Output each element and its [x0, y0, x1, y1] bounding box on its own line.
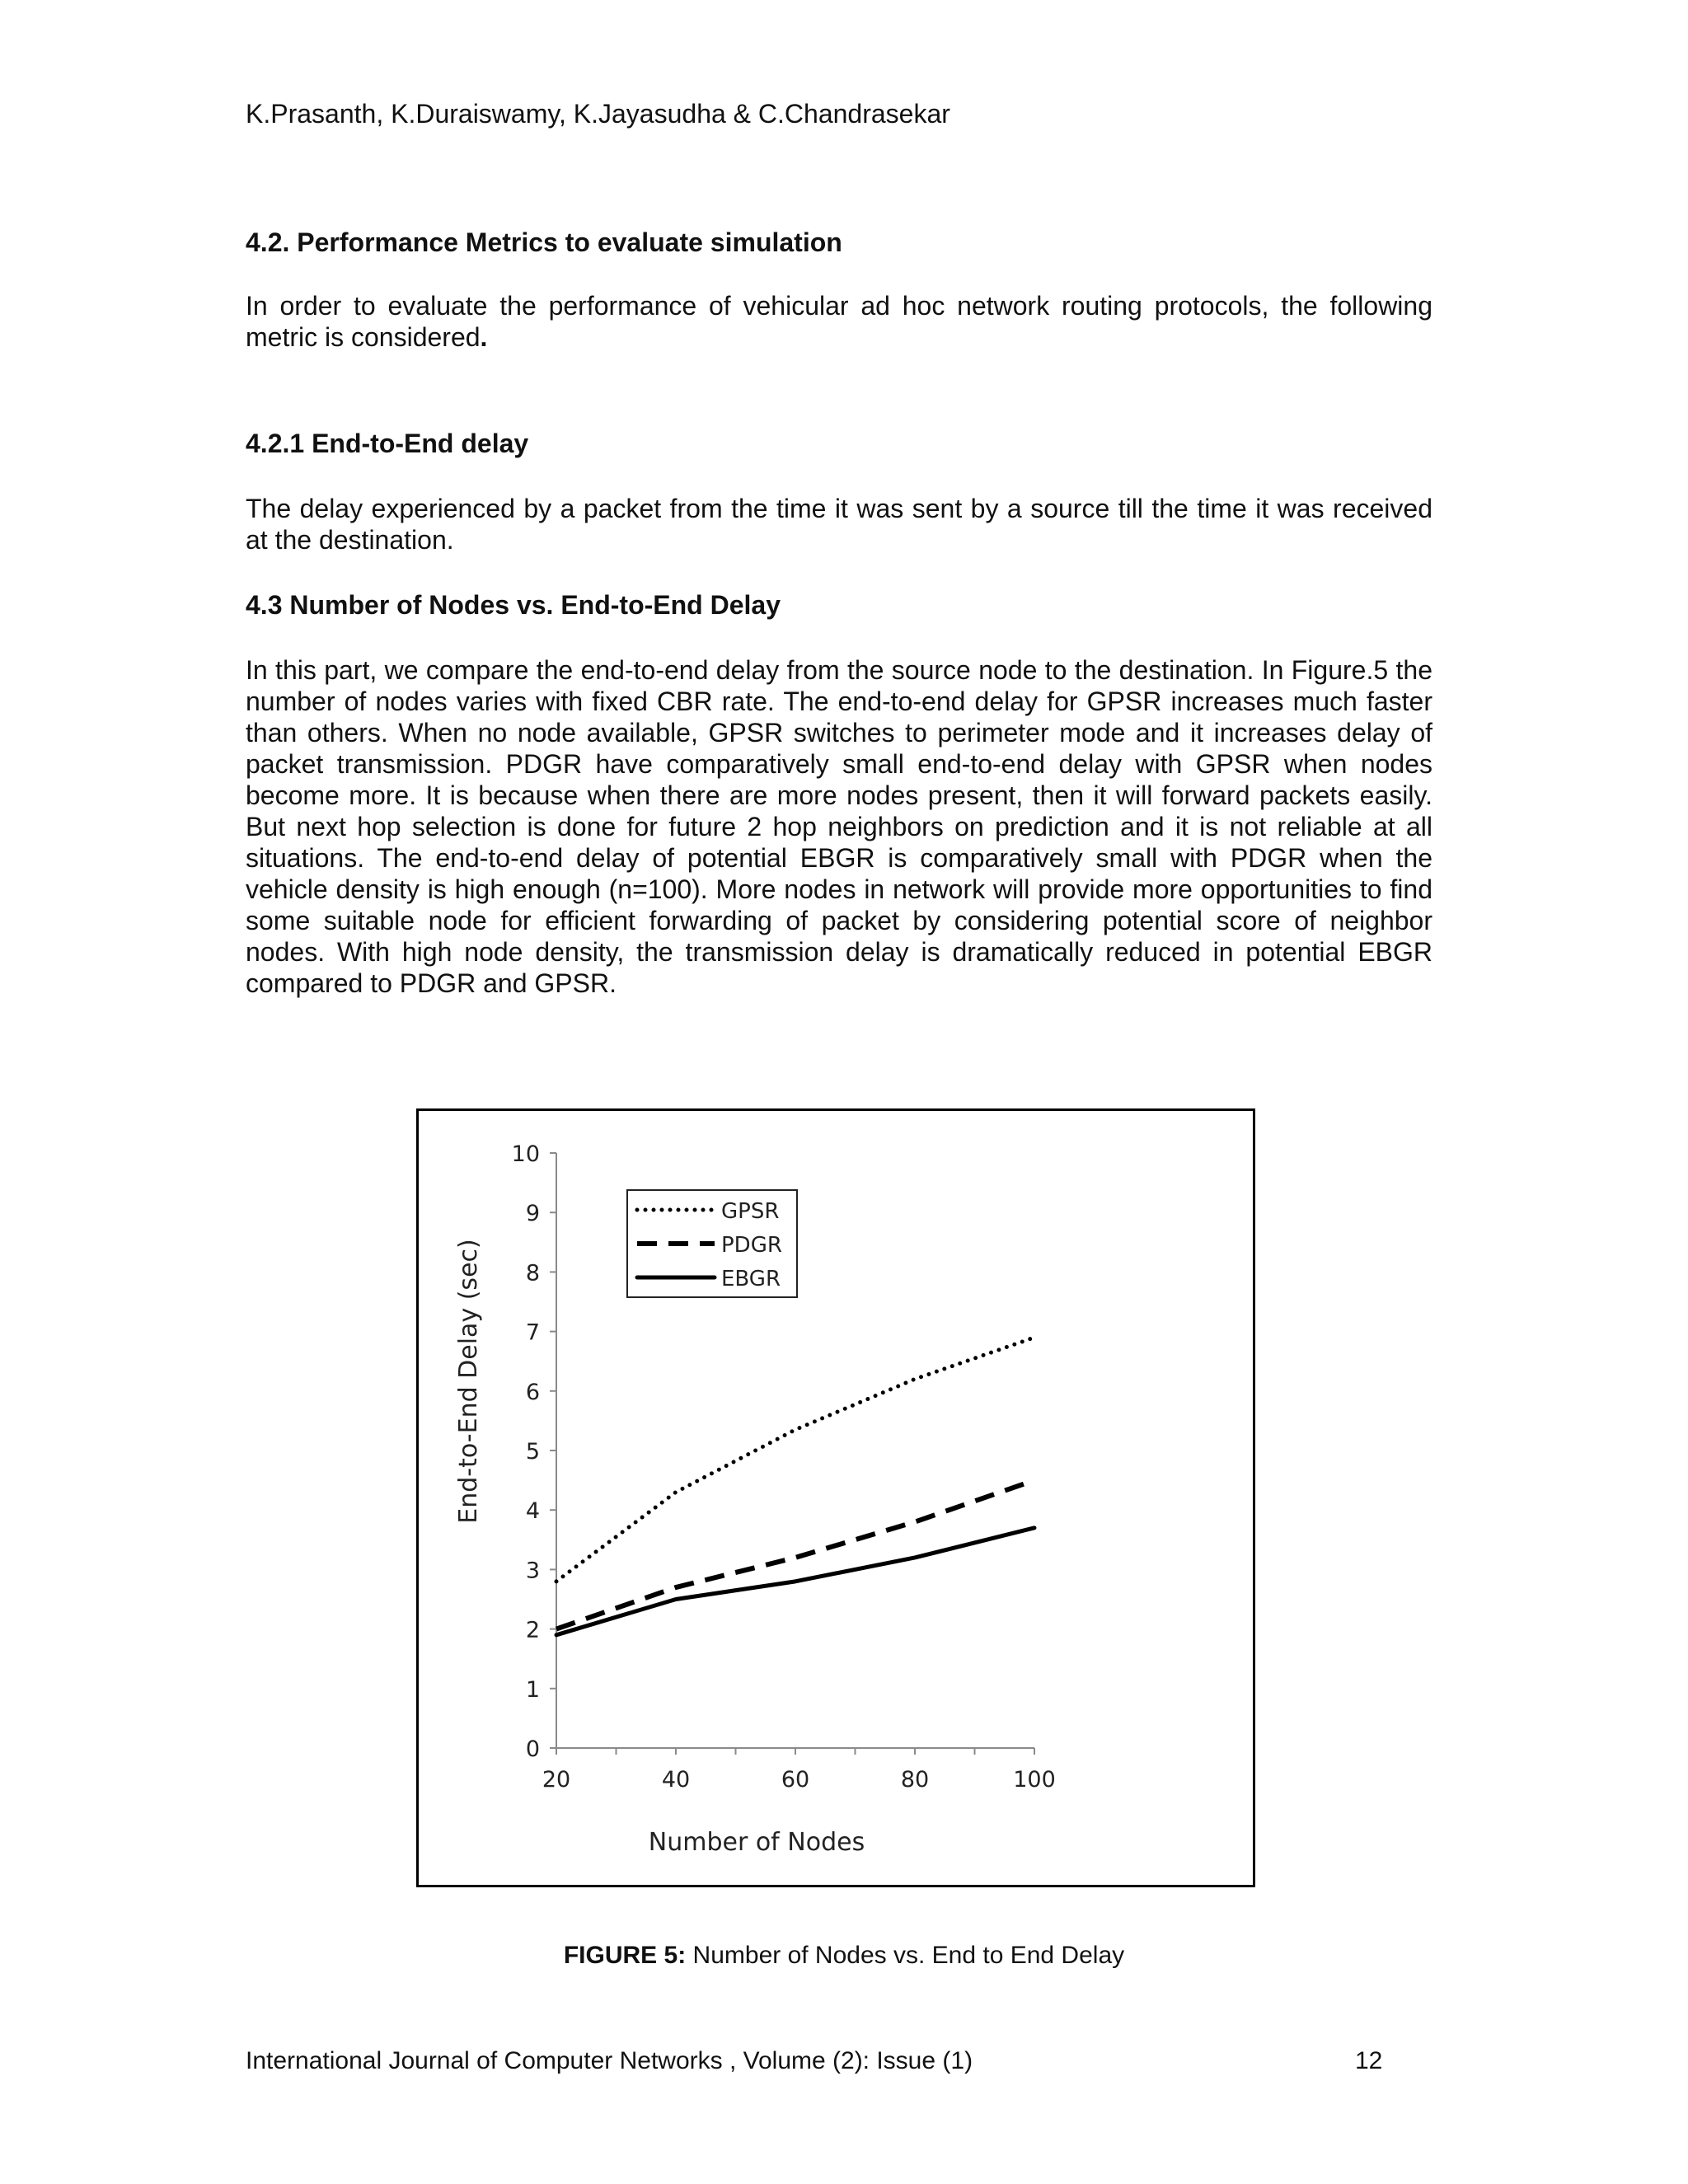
y-tick-label: 10 — [511, 1141, 540, 1167]
legend-label-gpsr: GPSR — [721, 1199, 780, 1224]
section-4-3-paragraph: In this part, we compare the end-to-end delay from the source node to the destination. In Figure.5 the number of nodes varies with fixed CBR rate. The end-to-end delay for GPSR increases much faster than others. When no node available, GPSR switches to perimeter mode and it increases delay of packet transmission. PDGR have comparatively small end-to-end delay with GPSR when nodes become more. It is because when there are more nodes present, then it will forward packets easily. But next hop selection is done for future 2 hop neighbors on prediction and it is not reliable at all situations. The end-to-end delay of potential EBGR is comparatively small with PDGR when the vehicle density is high enough (n=100). More nodes in network will provide more opportunities to find some suitable node for efficient forwarding of packet by considering potential score of neighbor nodes. With high node density, the transmission delay is dramatically reduced in potential EBGR compared to PDGR and GPSR. — [246, 655, 1432, 998]
series-line-pdgr — [556, 1480, 1034, 1629]
x-axis-label: Number of Nodes — [648, 1828, 865, 1857]
y-axis-label: End-to-End Delay (sec) — [454, 1239, 483, 1524]
legend-label-pdgr: PDGR — [721, 1233, 782, 1258]
y-tick-label: 9 — [525, 1201, 540, 1227]
y-tick-label: 4 — [525, 1498, 540, 1525]
x-tick-label: 40 — [661, 1767, 691, 1793]
section-4-2-1-heading: 4.2.1 End-to-End delay — [246, 429, 529, 458]
section-4-3-heading: 4.3 Number of Nodes vs. End-to-End Delay — [246, 590, 781, 620]
y-tick-label: 7 — [525, 1319, 540, 1346]
section-4-2-heading: 4.2. Performance Metrics to evaluate simulation — [246, 227, 842, 257]
series-line-ebgr — [556, 1528, 1034, 1635]
section-4-2-text: In order to evaluate the performance of vehicular ad hoc network routing protocols, the following metric is considered — [246, 291, 1432, 352]
y-tick-label: 2 — [525, 1617, 540, 1643]
y-tick-label: 0 — [525, 1736, 540, 1762]
legend-label-ebgr: EBGR — [721, 1267, 781, 1291]
y-tick-label: 1 — [525, 1676, 540, 1703]
end-to-end-delay-chart — [419, 1111, 1253, 1885]
footer-journal: International Journal of Computer Networks , Volume (2): Issue (1) — [246, 2047, 973, 2074]
y-tick-label: 5 — [525, 1439, 540, 1465]
chart-legend — [627, 1190, 797, 1297]
section-4-2-period: . — [480, 322, 488, 352]
figure-caption — [0, 1940, 1688, 1971]
y-tick-label: 8 — [525, 1260, 540, 1286]
running-header-authors: K.Prasanth, K.Duraiswamy, K.Jayasudha & C.Chandrasekar — [246, 99, 950, 129]
page-number: 12 — [1355, 2047, 1383, 2074]
x-tick-label: 80 — [900, 1767, 930, 1793]
chart-series — [556, 1338, 1034, 1635]
y-tick-label: 3 — [525, 1558, 540, 1584]
x-tick-label: 20 — [542, 1767, 571, 1793]
figure-5-frame — [416, 1108, 1255, 1887]
figure-caption-text: Number of Nodes vs. End to End Delay — [686, 1942, 1125, 1969]
section-4-2-paragraph — [246, 290, 1432, 353]
x-tick-label: 100 — [1013, 1767, 1056, 1793]
section-4-2-1-paragraph: The delay experienced by a packet from the time it was sent by a source till the time it was received at the destination. — [246, 494, 1432, 555]
figure-caption-label: FIGURE 5: — [563, 1942, 687, 1969]
x-tick-label: 60 — [781, 1767, 810, 1793]
y-tick-label: 6 — [525, 1379, 540, 1405]
